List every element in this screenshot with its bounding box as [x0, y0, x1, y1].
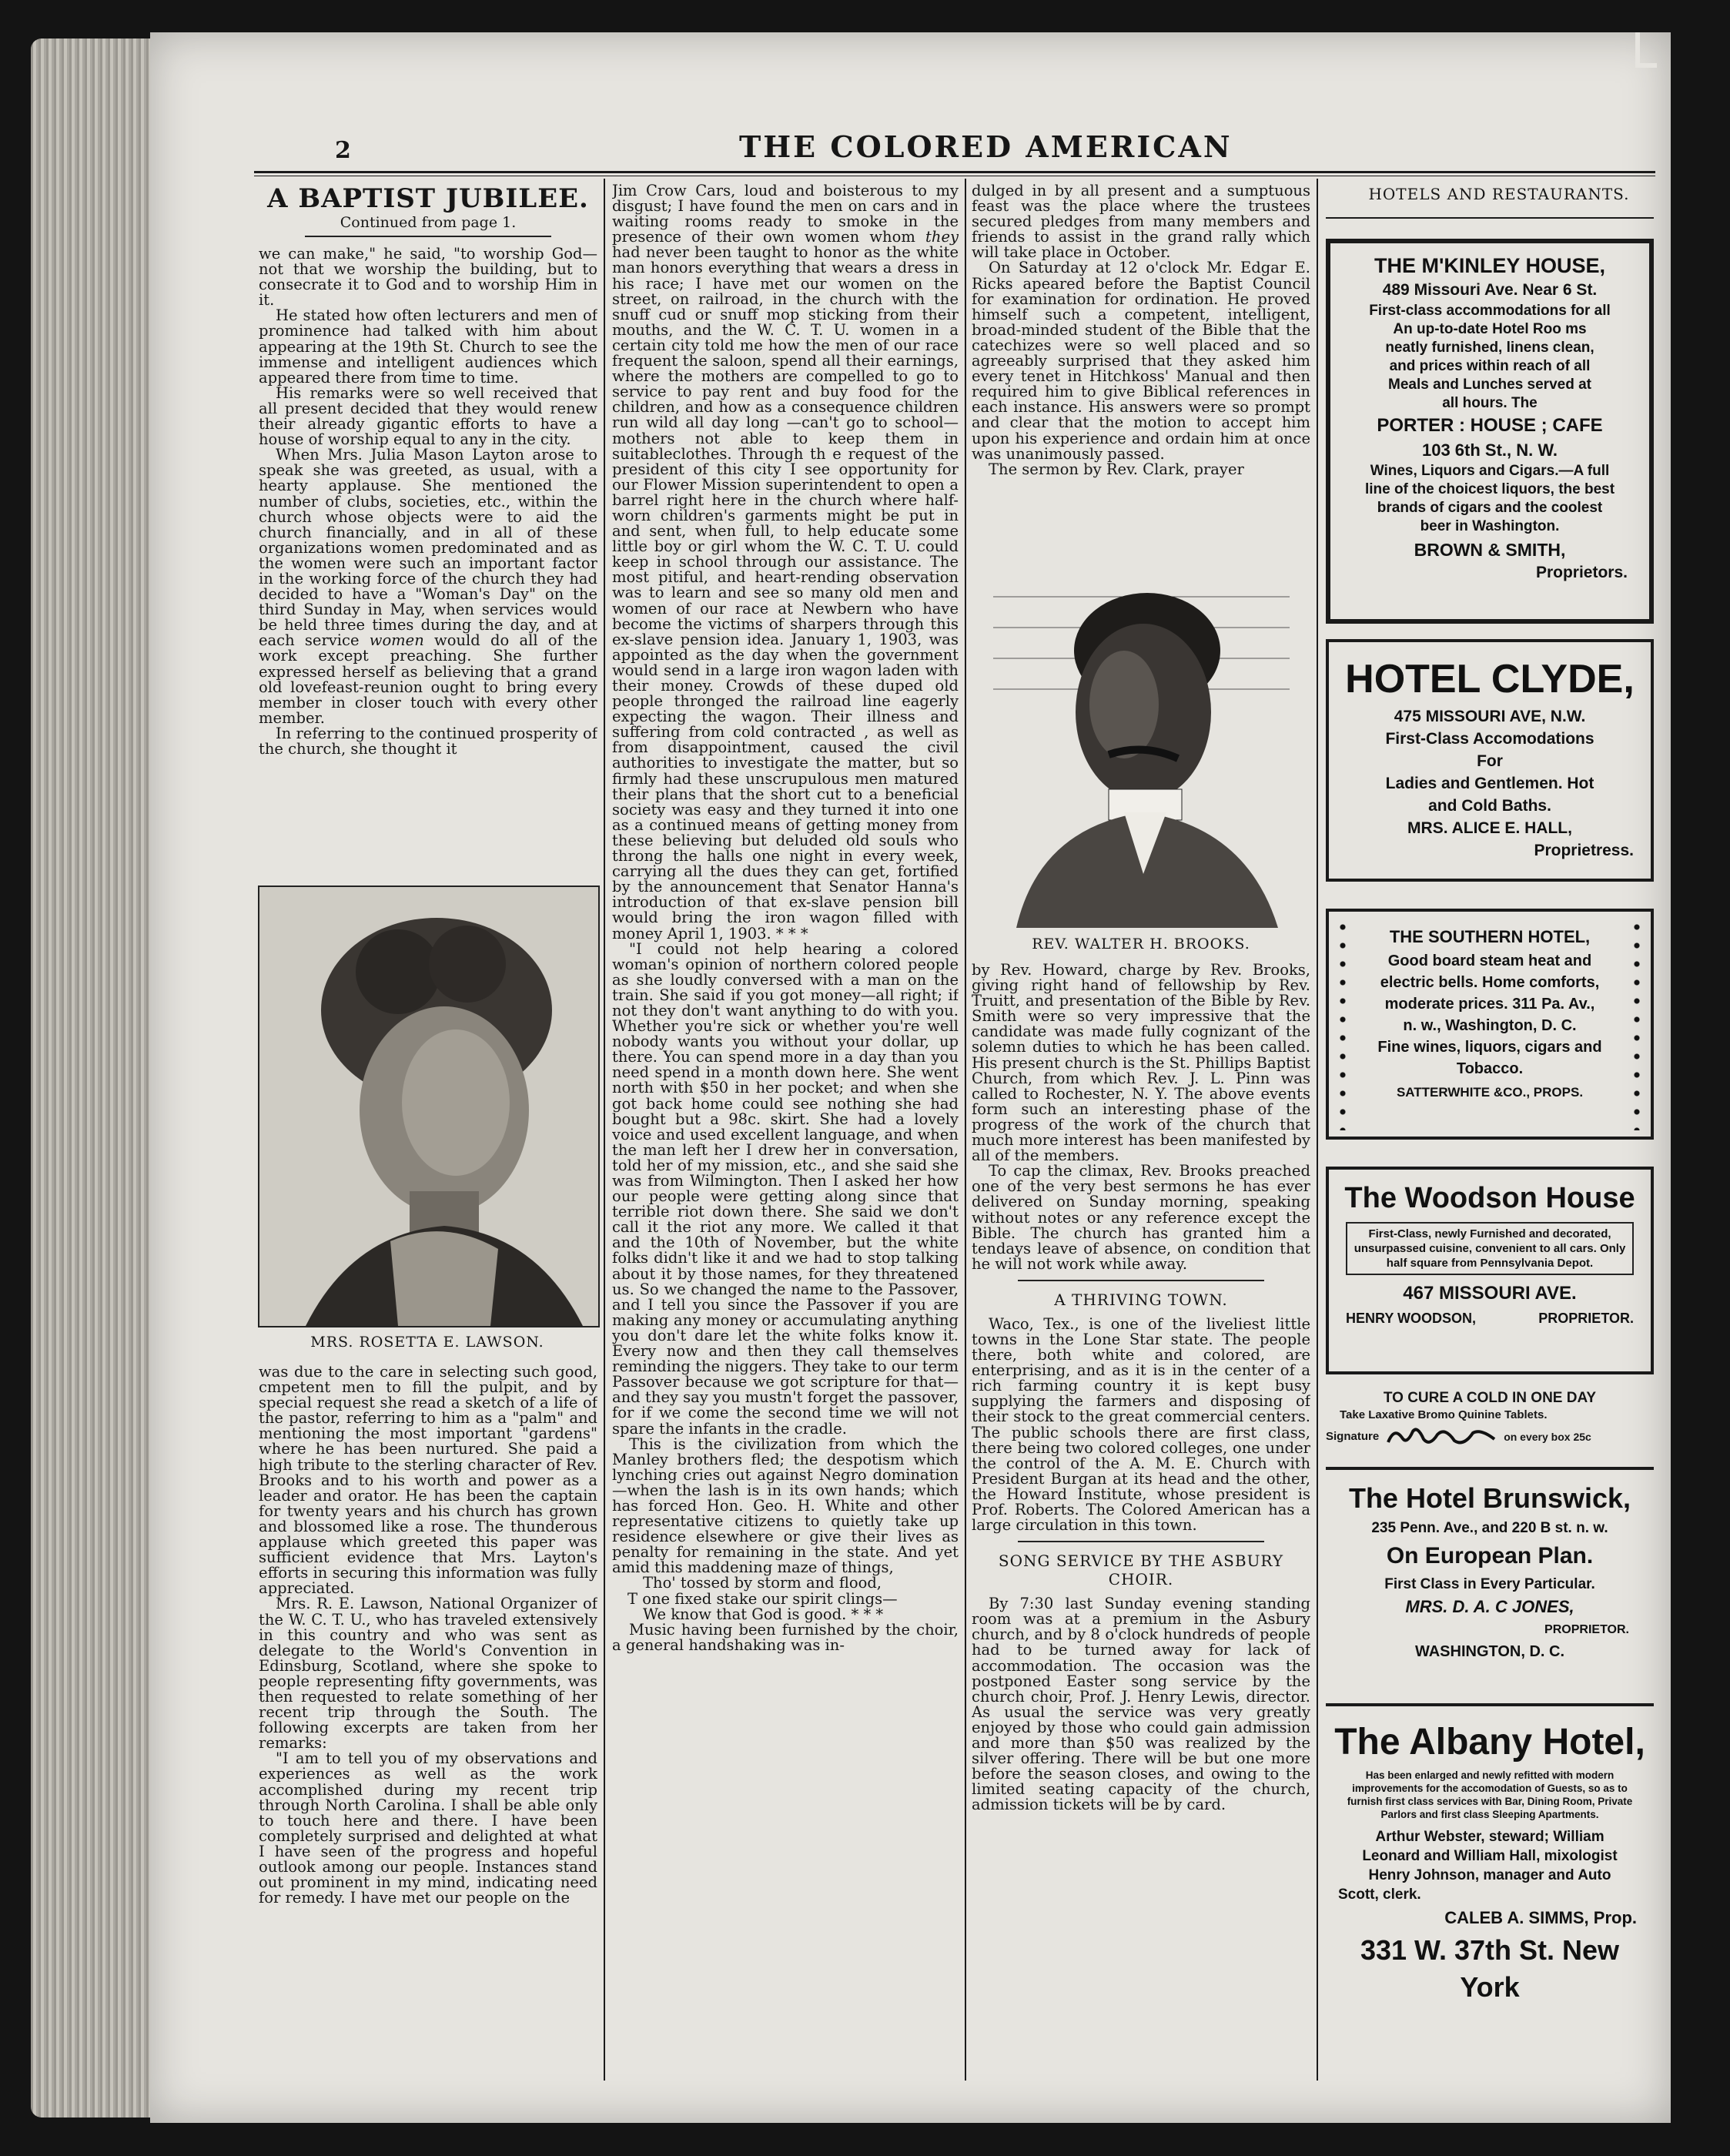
- portrait-walter-brooks: [993, 566, 1290, 928]
- ad-divider: [1326, 1467, 1654, 1470]
- paragraph: "I am to tell you of my observations and experiences as well as the work accomplished during my recent trip through North Carolina. I shall be able only to touch here and there. I have been completely surprised and delighted at what I have seen of the progress and hopeful outlook among our people. Instances stand out prominent in my mind, indicating need for remedy. I have met our people on the: [259, 1749, 597, 1907]
- ad-line: Henry Johnson, manager and Auto: [1368, 1867, 1611, 1883]
- ad-address: WASHINGTON, D. C.: [1414, 1643, 1565, 1660]
- text-run: would do all of the work except preaching. She further expressed herself as believing that a grand old lovefeast-reunion ought to bring every member in closer touch with every other member.: [259, 631, 597, 727]
- ad-proprietor: MRS. ALICE E. HALL,: [1407, 819, 1572, 837]
- paragraph: Music having been furnished by the choir, a general handshaking was in-: [612, 1620, 959, 1654]
- ad-line: First-Class Accomodations: [1385, 730, 1594, 748]
- article-headline: A BAPTIST JUBILEE.: [267, 183, 589, 214]
- caption-rosetta-lawson: MRS. ROSETTA E. LAWSON.: [310, 1334, 544, 1351]
- ad-line: Meals and Lunches served at: [1388, 377, 1591, 393]
- ad-title: The Hotel Brunswick,: [1348, 1482, 1631, 1514]
- book-page-edges: [31, 38, 169, 2118]
- paragraph: This is the civilization from which the Manley brothers fled; the despotism which lynching cries out against Negro domination—when the lash is in its own hands; which has forced Hon. Geo. H. White and other representative citizens to quietly take up residence elsewhere or give their lives as penalty for remaining in the state. And yet amid this maddening maze of things,: [612, 1435, 959, 1577]
- ad-line: neatly furnished, linens clean,: [1385, 340, 1594, 356]
- ad-line: First Class in Every Particular.: [1384, 1576, 1595, 1592]
- paragraph: [259, 447, 597, 726]
- ad-southern-hotel: [1326, 909, 1654, 1140]
- ad-line: Take Laxative Bromo Quinine Tablets.: [1340, 1408, 1548, 1421]
- signature-icon: [1384, 1424, 1499, 1450]
- column-rule-1: [604, 179, 605, 2081]
- paragraph: Waco, Tex., is one of the liveliest little towns in the Lone Star state. The people there, both white and colored, are enterprising, and as it is in the center of a rich farming country it is kept busy supplying the farmers and disposing of their stock to the great commercial centers. The public schools there are first class, there being two colored colleges, one under the control of the A. M. E. Church with President Burgan at its head and the other, the Howard Institute, whose president is Prof. Roberts. The Colored American has a large circulation in this town.: [972, 1314, 1310, 1535]
- ad-description: First-Class, newly Furnished and decorated, unsurpassed cuisine, convenient to all cars. Only half square from Pennsylvania Depot.: [1346, 1222, 1634, 1275]
- ad-address: 467 MISSOURI AVE.: [1403, 1283, 1577, 1304]
- ad-proprietor: BROWN & SMITH,: [1414, 540, 1566, 560]
- dotted-border-right: [1631, 918, 1643, 1130]
- ad-proprietor: SATTERWHITE &CO., PROPS.: [1396, 1085, 1584, 1100]
- ad-title: THE M'KINLEY HOUSE,: [1374, 254, 1605, 277]
- ad-proprietor-title: Proprietress.: [1534, 842, 1634, 859]
- paragraph: The sermon by Rev. Clark, prayer: [989, 460, 1244, 478]
- column-1-top: [259, 183, 597, 876]
- ad-address: 103 6th St., N. W.: [1421, 440, 1558, 460]
- ad-line: An up-to-date Hotel Roo ms: [1393, 321, 1587, 337]
- ad-proprietor: MRS. D. A. C JONES,: [1405, 1597, 1574, 1616]
- paragraph: was due to the care in selecting such good, cmpetent men to fill the pulpit, and by special request she read a sketch of a life of the pastor, referring to him as a "palm" and mentioning the most important "gardens" where he has been nurtured. She paid a high tribute to the sterling character of Rev. Brooks and to his worth and power as a leader and orator. He has been the captain for twenty years and his church has grown and blossomed like a rose. The thunderous applause which greeted this paper was sufficient evidence that Mrs. Layton's efforts in securing this information was fully appreciated.: [259, 1364, 597, 1598]
- ad-line: For: [1477, 752, 1503, 770]
- ad-line: on every box 25c: [1504, 1431, 1591, 1443]
- ad-line: all hours. The: [1442, 395, 1538, 411]
- ad-line: Scott, clerk.: [1338, 1886, 1421, 1903]
- ad-subtitle: PORTER : HOUSE ; CAFE: [1377, 415, 1603, 436]
- corner-mark: [1635, 32, 1657, 68]
- paragraph: [612, 183, 959, 942]
- ad-woodson-house: [1326, 1167, 1654, 1374]
- ad-title: HOTEL CLYDE,: [1345, 657, 1635, 701]
- masthead-rule: [254, 171, 1655, 173]
- section-rule: [1018, 1280, 1264, 1281]
- ad-divider: [1326, 1703, 1654, 1706]
- ad-line: Fine wines, liquors, cigars and: [1377, 1039, 1602, 1056]
- paragraph: by Rev. Howard, charge by Rev. Brooks, giving right hand of fellowship by Rev. Truitt, and presentation of the Bible by Rev. Smith were so very impressive that the candidate was made fully cognizant of the solemn duties to which he has been called. His present church is the St. Phillips Baptist Church, from which Rev. J. L. Pinn was called to Rochester, N. Y. The above events form such an interesting phase of the progress of the work of the church that much more interest has been manifested by all of the members.: [972, 962, 1310, 1165]
- ad-title: THE SOUTHERN HOTEL,: [1389, 927, 1591, 946]
- italic-run: women: [369, 631, 424, 650]
- column-rule-2: [965, 179, 966, 2081]
- ad-line: Wines, Liquors and Cigars.—A full: [1370, 463, 1610, 479]
- column-3-bottom: [972, 962, 1310, 2079]
- text-run: Jim Crow Cars, loud and boisterous to my disgust; I have found the men on cars and in waiting rooms ready to smoke in the presence of their own women whom: [612, 183, 959, 246]
- caption-walter-brooks: REV. WALTER H. BROOKS.: [1032, 936, 1250, 952]
- ad-proprietor-title: Proprietors.: [1535, 564, 1628, 581]
- paragraph: In referring to the continued prosperity of the church, she thought it: [259, 724, 597, 758]
- ad-title: TO CURE A COLD IN ONE DAY: [1383, 1390, 1597, 1406]
- ad-subtitle: On European Plan.: [1386, 1543, 1594, 1568]
- ad-proprietor-title: PROPRIETOR.: [1544, 1623, 1629, 1636]
- column-2: [612, 183, 959, 2079]
- man-portrait-engraving: [993, 566, 1290, 928]
- paragraph: He stated how often lecturers and men of prominence had talked with him about appearing at the 19th St. Church to see the immense and intelligent audiences which appeared there from time to time.: [259, 306, 597, 387]
- ad-line: Signature: [1326, 1430, 1380, 1443]
- verse-line: We know that God is good. * * *: [643, 1605, 884, 1623]
- ad-line: electric bells. Home comforts,: [1380, 974, 1600, 991]
- ad-line: and prices within reach of all: [1389, 358, 1591, 374]
- ad-address: 235 Penn. Ave., and 220 B st. n. w.: [1371, 1520, 1608, 1536]
- ad-title: The Albany Hotel,: [1334, 1722, 1645, 1763]
- ad-address: 331 W. 37th St. New York: [1360, 1934, 1620, 2003]
- ad-proprietor-line: [1340, 1307, 1640, 1329]
- subhead-song-service: SONG SERVICE BY THE ASBURY CHOIR.: [998, 1552, 1284, 1589]
- verse-line: T one fixed stake our spirit clings—: [627, 1589, 898, 1608]
- ad-cold-cure: [1326, 1390, 1654, 1463]
- ad-proprietor: HENRY WOODSON,: [1346, 1311, 1477, 1326]
- text-run: When Mrs. Julia Mason Layton arose to speak she was greeted, as usual, with a hearty applause. She mentioned the number of clubs, societies, etc., within the church whose objects were to aid the church financially, and in all of these organizations women predominated and as the women were such an important factor in the working force of the church they had decided to have a "Woman's Day" on the third Sunday in May, when services would be held three times during the day, and at each service: [259, 446, 597, 650]
- ad-proprietor: CALEB A. SIMMS, Prop.: [1444, 1908, 1637, 1927]
- headline-rule: [305, 236, 551, 237]
- italic-run: they: [925, 228, 959, 246]
- subhead-thriving-town: A THRIVING TOWN.: [1054, 1290, 1228, 1309]
- page-number: 2: [335, 137, 351, 164]
- ad-line: n. w., Washington, D. C.: [1403, 1017, 1577, 1034]
- ad-mckinley-house: [1326, 239, 1654, 624]
- ad-line: Good board steam heat and: [1387, 952, 1592, 969]
- paragraph: On Saturday at 12 o'clock Mr. Edgar E. Ricks apeared before the Baptist Council for examination for ordination. He proved himself such a competent, intelligent, broad-minded student of the Bible that the catechizes were so well placed and so agreeably surprised that they asked him every tenet in Hitchkoss' Manual and then required him to give Biblical references in each instance. His answers were so prompt and clear that the motion to accept him upon his experience and ordain him at once was unanimously passed.: [972, 259, 1310, 463]
- ad-line: Arthur Webster, steward; William: [1375, 1829, 1605, 1845]
- ad-signature-line: [1326, 1424, 1654, 1450]
- ad-address: 475 MISSOURI AVE, N.W.: [1394, 708, 1586, 725]
- ad-albany-hotel: [1326, 1713, 1654, 2060]
- ad-line: and Cold Baths.: [1428, 797, 1551, 815]
- paragraph: "I could not help hearing a colored woman's opinion of northern colored people as she loudly conversed with a man on the train. She said if you got money—all right; if not they don't want anything to do with you. Whether you're sick or whether you're well nobody wants you without your dollar, up there. You can spend more in a day than you need spend in a month down here. She went north with $50 in her pocket; and when she got back home could see nothing she had bought but a 98c. skirt. She had a lovely voice and used excellent language, and when the man left her I drew her in conversation, told her of my mission, etc., and she said she was from Wilmington. Then I asked her how our people were getting along since that terrible riot down there. She said we don't call it the riot any more. We called it that and the 10th of November, but the white folks didn't like it and we had to stop talking about it by those names, for they threatened us. So we changed the name to the Passover, and I tell you since the Passover if you are making any money or accumulating anything you don't dare let the white folks know it. Every now and then they call themselves reminding the niggers. They take to our term Passover because we got scripture for that—and they say you mustn't forget the passover, for if we come the second time we will not spare the infants in the cradle.: [612, 939, 959, 1438]
- section-rule: [1018, 1541, 1264, 1542]
- text-run: had never been taught to honor as the white man honors everything that wears a dress in his race; I have met our women on the street, on railroad, in the church with the snuff cud or snuff mop sticking from their mouths, and the W. C. T. U. women in a certain city told me how the men of our race frequent the saloon, spend all their earnings, where the mothers are compelled to go to service to pay rent and buy food for the children, and how as a consequence children run wild all day long —can't go to school—mothers not able to keep them in suitableclothes. Through th e request of the president of this city I see opportunity for our Flower Mission superintendent to open a barrel right here in the church where half- worn children's garments might be put in and sent, when full, to help educate some little boy or girl whom the W. C. T. U. could keep in school through our assistance. The most pitiful, and heart-rending observation was to learn and see so many old men and women of our race at Newbern who have become the victims of sharpers through this ex-slave pension idea. January 1, 1903, was appointed as the day when the government would send in a large iron wagon laden with their money. Crowds of these duped old people thronged the railroad line eagerly expecting the wagon. Their illness and suffering from cold contracted , as well as from disappointment, caused the civil authorities to investigate the matter, but so firmly had these unscrupulous men matured their plans that the short cut to a beneficial society was easy and they turned it into one as a continued means of getting money from these believing but deluded old souls who throng the halls one night in every week, carrying all the dues they can get, fortified by the announcement that Senator Hanna's introduction of that ex-slave pension bill would bring the iron wagon filled with money April 1, 1903. * * *: [612, 243, 959, 942]
- paragraph: dulged in by all present and a sumptuous feast was the place where the trustees secured pledges from many members and friends to assist in the grand rally which will take place in October.: [972, 183, 1310, 262]
- paragraph: By 7:30 last Sunday evening standing room was at a premium in the Asbury church, and by 8 o'clock hundreds of people had to be turned away for lack of accommodation. The occasion was the postponed Easter song service by the church choir, Prof. J. Henry Lewis, director. As usual the service was very greatly enjoyed by those who could gain admission and more than $50 was realized by the silver offering. There will be but one more before the season closes, and owing to the limited seating capacity of the church, admission tickets will be by card.: [972, 1595, 1310, 1814]
- ads-section-heading: HOTELS AND RESTAURANTS.: [1368, 185, 1630, 203]
- ad-hotel-clyde: [1326, 639, 1654, 882]
- portrait-rosetta-lawson: [258, 886, 600, 1327]
- dotted-border-left: [1337, 918, 1349, 1130]
- ad-line: Tobacco.: [1456, 1060, 1524, 1077]
- paragraph: To cap the climax, Rev. Brooks preached one of the very best sermons he has ever delivered on Sunday morning, speaking without notes or any reference except the Bible. The church has granted him a tendays leave of absence, on condition that he will not work while away.: [972, 1162, 1310, 1273]
- ad-hotel-brunswick: [1326, 1475, 1654, 1698]
- column-rule-3: [1317, 179, 1318, 2081]
- verse-line: Tho' tossed by storm and flood,: [643, 1574, 882, 1592]
- ad-proprietor-title: PROPRIETOR.: [1538, 1311, 1634, 1326]
- column-3-top: [972, 183, 1310, 553]
- ad-line: moderate prices. 311 Pa. Av.,: [1384, 996, 1595, 1013]
- paragraph: His remarks were so well received that all present decided that they would renew their already gigantic efforts to have a house of worship equal to any in the city.: [259, 383, 597, 449]
- column-1-bottom: [259, 1364, 597, 2077]
- ad-line: Leonard and William Hall, mixologist: [1362, 1848, 1618, 1864]
- woman-portrait-illustration: [259, 887, 598, 1326]
- ad-line: beer in Washington.: [1420, 518, 1560, 534]
- ad-line: First-class accommodations for all: [1369, 303, 1611, 319]
- ad-address: 489 Missouri Ave. Near 6 St.: [1382, 281, 1598, 299]
- ad-line: Ladies and Gentlemen. Hot: [1385, 775, 1594, 792]
- paragraph: we can make," he said, "to worship God—not that we worship the building, but to consecrate it to God and to worship Him in it.: [259, 245, 597, 310]
- ad-line: line of the choicest liquors, the best: [1364, 481, 1615, 497]
- ad-description: Has been enlarged and newly refitted with modern improvements for the accomodation of Guests, so as to furnish first class services with Bar, Dining Room, Private Parlors and first class Sleeping Apartments.: [1347, 1769, 1633, 1820]
- masthead: THE COLORED AMERICAN: [739, 129, 1233, 164]
- article-continued-note: Continued from page 1.: [340, 214, 517, 231]
- ad-line: brands of cigars and the coolest: [1377, 500, 1603, 516]
- ads-heading-rule: [1326, 217, 1654, 219]
- ad-title: The Woodson House: [1344, 1182, 1635, 1214]
- paragraph: Mrs. R. E. Lawson, National Organizer of the W. C. T. U., who has traveled extensively in this country and who was sent as delegate to the World's Convention in Edinsburg, Scotland, where she spoke to people representing fifty governments, was then requested to relate something of her recent trip through the South. The following excerpts are taken from her remarks:: [259, 1595, 597, 1753]
